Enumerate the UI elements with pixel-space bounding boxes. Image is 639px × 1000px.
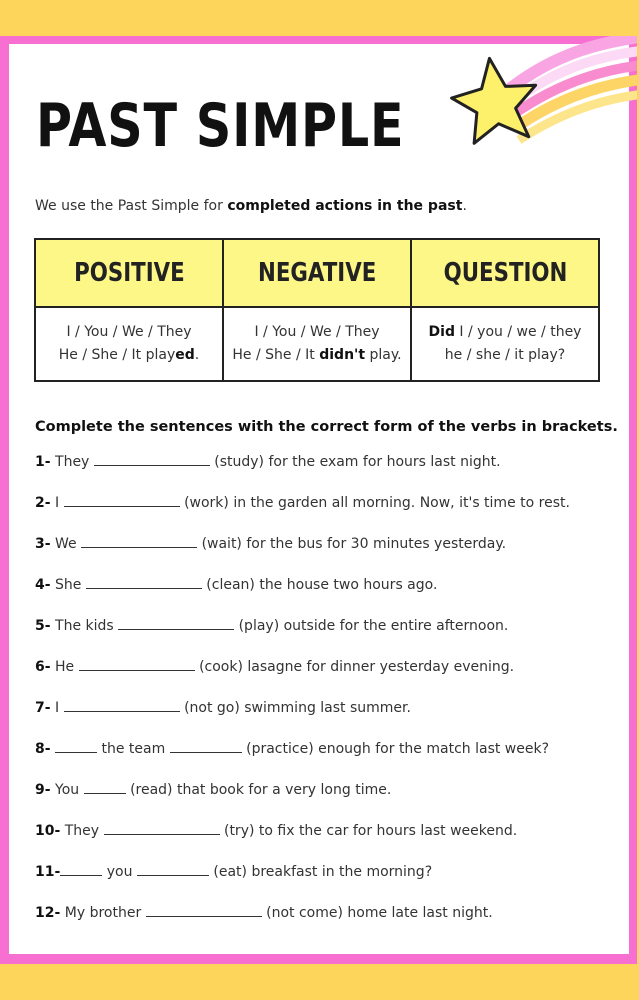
cell-question: Did I / you / we / they he / she / it play? (411, 307, 599, 381)
answer-blank[interactable] (60, 864, 102, 876)
header-negative: NEGATIVE (223, 239, 411, 307)
answer-blank[interactable] (55, 741, 97, 753)
answer-blank[interactable] (81, 536, 197, 548)
header-question: QUESTION (411, 239, 599, 307)
header-positive: POSITIVE (35, 239, 223, 307)
list-item: 2- I (work) in the garden all morning. Now, it's time to rest. (35, 495, 570, 511)
grammar-table (34, 238, 600, 382)
intro-text: We use the Past Simple for completed actions in the past. (35, 198, 467, 214)
answer-blank[interactable] (137, 864, 209, 876)
answer-blank[interactable] (64, 495, 180, 507)
list-item: 8- the team (practice) enough for the match last week? (35, 741, 550, 757)
exercise-list (35, 454, 570, 946)
answer-blank[interactable] (64, 700, 180, 712)
answer-blank[interactable] (94, 454, 210, 466)
page-frame (0, 36, 637, 964)
answer-blank[interactable] (104, 823, 220, 835)
intro-emphasis: completed actions in the past (227, 198, 463, 214)
answer-blank[interactable] (146, 905, 262, 917)
list-item: 1- They (study) for the exam for hours last night. (35, 454, 501, 470)
shooting-star-rainbow-icon (437, 36, 637, 186)
answer-blank[interactable] (86, 577, 202, 589)
cell-positive: I / You / We / They He / She / It played. (35, 307, 223, 381)
list-item: 9- You (read) that book for a very long time. (35, 782, 392, 798)
exercise-instructions: Complete the sentences with the correct form of the verbs in brackets. (35, 419, 618, 435)
list-item: 7- I (not go) swimming last summer. (35, 700, 411, 716)
answer-blank[interactable] (170, 741, 242, 753)
answer-blank[interactable] (118, 618, 234, 630)
worksheet-page (9, 44, 629, 954)
list-item: 6- He (cook) lasagne for dinner yesterday evening. (35, 659, 515, 675)
list-item: 3- We (wait) for the bus for 30 minutes yesterday. (35, 536, 507, 552)
page-title: PAST SIMPLE (36, 91, 405, 161)
list-item: 4- She (clean) the house two hours ago. (35, 577, 438, 593)
list-item: 5- The kids (play) outside for the entire afternoon. (35, 618, 509, 634)
list-item: 10- They (try) to fix the car for hours last weekend. (35, 823, 518, 839)
answer-blank[interactable] (79, 659, 195, 671)
cell-negative: I / You / We / They He / She / It didn't play. (223, 307, 411, 381)
answer-blank[interactable] (84, 782, 126, 794)
list-item: 11- you (eat) breakfast in the morning? (35, 864, 433, 880)
list-item: 12- My brother (not come) home late last night. (35, 905, 493, 921)
